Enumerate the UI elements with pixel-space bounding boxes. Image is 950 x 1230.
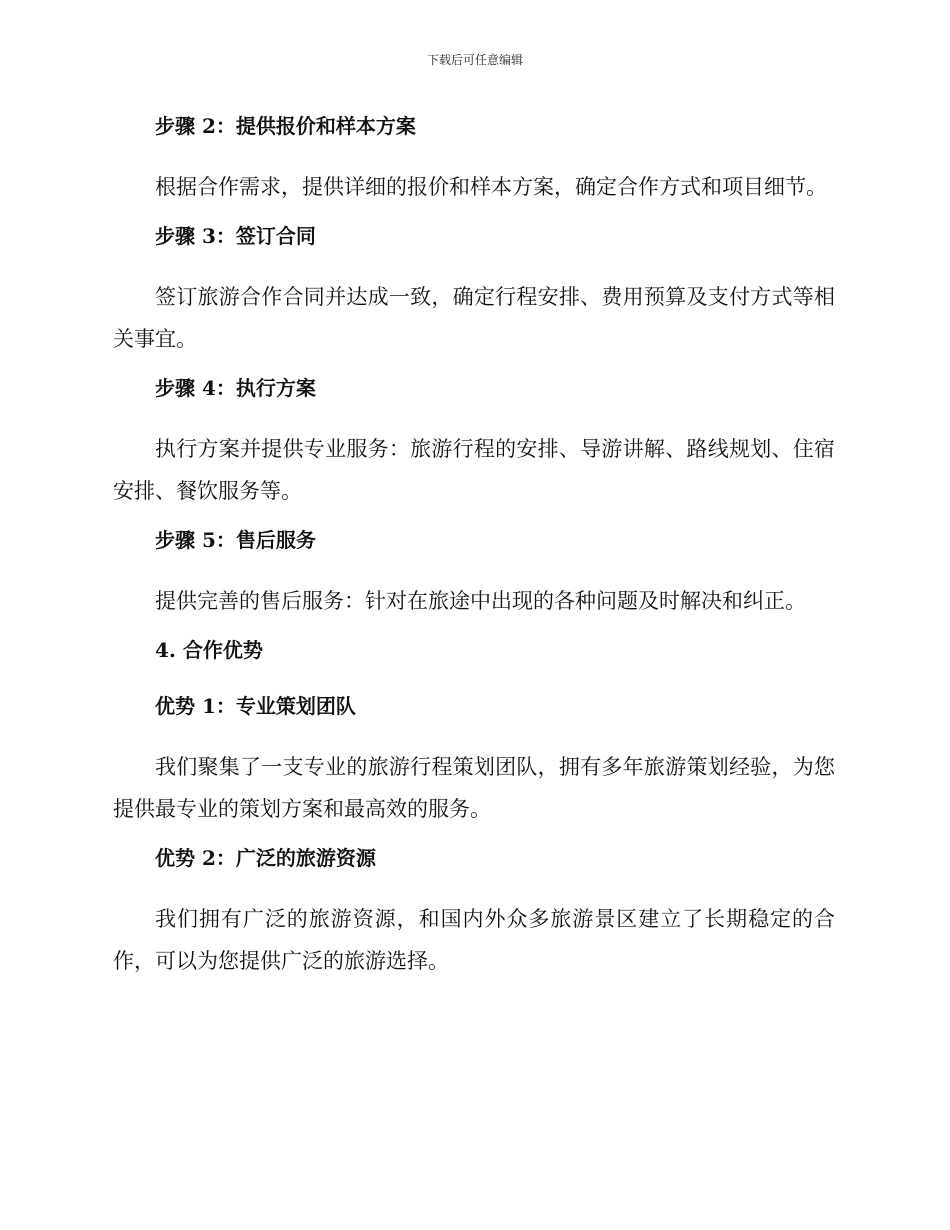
section-heading-step-2: 步骤 2：提供报价和样本方案: [155, 114, 416, 138]
paragraph-step-4: 执行方案并提供专业服务：旅游行程的安排、导游讲解、路线规划、住宿安排、餐饮服务等。: [113, 437, 835, 503]
section-heading-step-4: 步骤 4：执行方案: [155, 376, 316, 400]
paragraph-advantage-1: 我们聚集了一支专业的旅游行程策划团队，拥有多年旅游策划经验，为您提供最专业的策划方案和最高效的服务。: [113, 755, 835, 821]
section-heading-cooperation-advantages: 4. 合作优势: [155, 638, 263, 662]
paragraph-step-3: 签订旅游合作合同并达成一致，确定行程安排、费用预算及支付方式等相关事宜。: [113, 285, 835, 351]
paragraph-step-2: 根据合作需求，提供详细的报价和样本方案，确定合作方式和项目细节。: [155, 175, 827, 199]
section-heading-step-5: 步骤 5：售后服务: [155, 528, 316, 552]
section-heading-advantage-1: 优势 1：专业策划团队: [155, 694, 356, 718]
page-header: 下载后可任意编辑: [426, 53, 523, 67]
section-heading-advantage-2: 优势 2：广泛的旅游资源: [155, 846, 376, 870]
paragraph-advantage-2: 我们拥有广泛的旅游资源，和国内外众多旅游景区建立了长期稳定的合作，可以为您提供广泛的旅游选择。: [113, 907, 835, 973]
paragraph-step-5: 提供完善的售后服务：针对在旅途中出现的各种问题及时解决和纠正。: [155, 589, 806, 613]
section-heading-step-3: 步骤 3：签订合同: [155, 224, 316, 248]
document-body: [113, 112, 835, 982]
